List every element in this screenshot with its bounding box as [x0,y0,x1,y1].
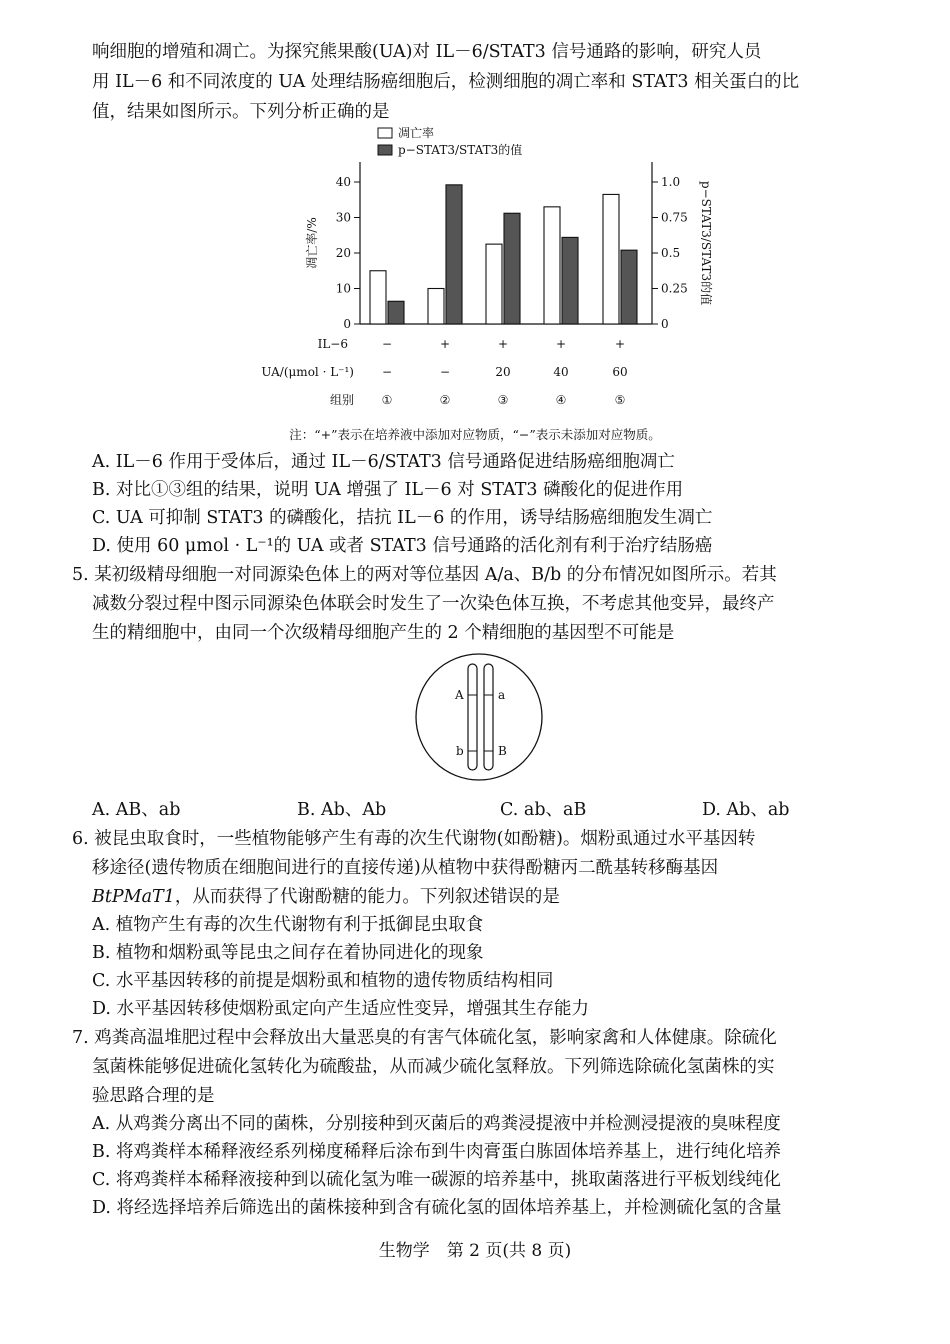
chromosome-left [468,664,477,770]
q4-option-c: C. UA 可抑制 STAT3 的磷酸化，拮抗 IL－6 的作用，诱导结肠癌细胞发生凋亡 [92,508,713,528]
bar-pstat3-2 [446,185,462,324]
bar-apoptosis-2 [428,289,444,325]
il6-value-1: − [381,337,393,351]
bar-apoptosis-3 [486,244,502,324]
right-tick-1: 1.0 [661,175,681,189]
right-tick-025: 0.25 [661,281,688,296]
legend-swatch-pstat3 [378,145,392,155]
q4-intro-line-1: 响细胞的增殖和凋亡。为探究熊果酸(UA)对 IL－6/STAT3 信号通路的影响，研究人员 [92,42,762,62]
left-tick-0: 0 [343,317,351,331]
il6-value-2: + [439,337,451,351]
il6-value-4: + [555,337,567,351]
left-tick-10: 10 [335,281,351,296]
group-label-2: ② [439,393,451,407]
q7-option-c: C. 将鸡粪样本稀释液接种到以硫化氢为唯一碳源的培养基中，挑取菌落进行平板划线纯化 [92,1170,781,1190]
group-label-1: ① [381,393,393,407]
bar-pstat3-5 [621,250,637,324]
q4-option-a: A. IL－6 作用于受体后，通过 IL－6/STAT3 信号通路促进结肠癌细胞凋亡 [92,452,675,472]
left-ticks [336,175,360,331]
cell-outline [416,654,542,780]
bar-pstat3-3 [504,213,520,324]
row-values [382,337,628,407]
il6-value-3: + [497,337,509,351]
chromosome-diagram [414,652,544,782]
right-tick-0: 0 [661,317,669,331]
q6-stem-line-2: 移途径(遗传物质在细胞间进行的直接传递)从植物中获得酚糖丙二酰基转移酶基因 [92,858,719,878]
legend-swatch-apoptosis [378,128,392,138]
q7-option-b: B. 将鸡粪样本稀释液经系列梯度稀释后涂布到牛肉膏蛋白胨固体培养基上，进行纯化培养 [92,1142,781,1162]
ua-value-2: − [439,365,451,379]
q5-stem-line-3: 生的精细胞中，由同一个次级精母细胞产生的 2 个精细胞的基因型不可能是 [92,623,675,643]
group-label-5: ⑤ [614,393,626,407]
q6-stem-line-3-text: ，从而获得了代谢酚糖的能力。下列叙述错误的是 [174,887,560,907]
q4-intro-line-2: 用 IL－6 和不同浓度的 UA 处理结肠癌细胞后，检测细胞的凋亡率和 STAT3 相关蛋白的比 [92,72,800,92]
chromosome-right [484,664,493,770]
ua-value-1: − [381,365,393,379]
gene-label-b: b [456,744,464,758]
q6-option-c: C. 水平基因转移的前提是烟粉虱和植物的遗传物质结构相同 [92,971,554,991]
q5-option-b: B. Ab、Ab [297,800,387,820]
q4-option-d: D. 使用 60 μmol · L⁻¹的 UA 或者 STAT3 信号通路的活化剂有利于治疗结肠癌 [92,536,713,556]
row-label-il6: IL−6 [317,337,348,351]
q7-option-d: D. 将经选择培养后筛选出的菌株接种到含有硫化氢的固体培养基上，并检测硫化氢的含量 [92,1198,782,1218]
right-ticks [652,175,688,331]
q6-stem-line-3 [92,883,560,911]
y-axis-left-title: 凋亡率/% [305,217,319,269]
bar-pstat3-1 [388,301,404,324]
q5-option-c: C. ab、aB [500,800,587,820]
q4-intro-line-3: 值，结果如图所示。下列分析正确的是 [92,102,390,122]
left-tick-20: 20 [335,246,351,260]
q7-stem-line-1: 7. 鸡粪高温堆肥过程中会释放出大量恶臭的有害气体硫化氢，影响家禽和人体健康。除硫化 [72,1028,777,1048]
apoptosis-bar-chart [250,122,720,422]
gene-label-B: B [498,744,507,758]
q5-option-a: A. AB、ab [92,800,181,820]
ua-value-3: 20 [495,365,511,379]
row-label-ua: UA/(μmol · L⁻¹) [261,365,354,379]
gene-label-A: A [455,688,464,702]
legend-label-apoptosis: 凋亡率 [398,126,435,140]
bar-pstat3-4 [562,237,578,324]
bars [370,185,637,324]
ua-value-4: 40 [553,365,569,379]
q6-option-d: D. 水平基因转移使烟粉虱定向产生适应性变异，增强其生存能力 [92,999,590,1019]
bar-apoptosis-1 [370,271,386,324]
q5-option-d: D. Ab、ab [702,800,790,820]
bar-apoptosis-4 [544,207,560,324]
group-label-4: ④ [555,393,567,407]
il6-value-5: + [614,337,626,351]
chart-note: 注：“+”表示在培养液中添加对应物质，“−”表示未添加对应物质。 [289,427,661,442]
gene-name: BtPMaT1 [92,887,175,907]
right-tick-05: 0.5 [661,246,681,260]
q4-option-b: B. 对比①③组的结果，说明 UA 增强了 IL－6 对 STAT3 磷酸化的促进作用 [92,480,684,500]
q5-stem-line-2: 减数分裂过程中图示同源染色体联会时发生了一次染色体互换，不考虑其他变异，最终产 [92,594,775,614]
legend-label-pstat3: p−STAT3/STAT3的值 [398,143,523,157]
page-footer: 生物学 第 2 页(共 8 页) [378,1241,572,1261]
row-label-group: 组别 [329,393,354,407]
q7-option-a: A. 从鸡粪分离出不同的菌株，分别接种到灭菌后的鸡粪浸提液中并检测浸提液的臭味程度 [92,1114,781,1134]
q7-stem-line-2: 氢菌株能够促进硫化氢转化为硫酸盐，从而减少硫化氢释放。下列筛选除硫化氢菌株的实 [92,1057,775,1077]
left-tick-40: 40 [335,175,351,189]
q5-stem-line-1: 5. 某初级精母细胞一对同源染色体上的两对等位基因 A/a、B/b 的分布情况如图所示。若其 [72,565,777,585]
left-tick-30: 30 [335,210,351,225]
q7-stem-line-3: 验思路合理的是 [92,1086,215,1106]
group-label-3: ③ [497,393,509,407]
right-tick-075: 0.75 [661,210,688,225]
ua-value-5: 60 [612,365,628,379]
q6-option-a: A. 植物产生有毒的次生代谢物有利于抵御昆虫取食 [92,915,484,935]
q6-stem-line-1: 6. 被昆虫取食时，一些植物能够产生有毒的次生代谢物(如酚糖)。烟粉虱通过水平基因转 [72,829,756,849]
bar-apoptosis-5 [603,194,619,324]
gene-label-a: a [498,688,506,702]
q6-option-b: B. 植物和烟粉虱等昆虫之间存在着协同进化的现象 [92,943,484,963]
y-axis-right-title: p−STAT3/STAT3的值 [699,180,713,306]
